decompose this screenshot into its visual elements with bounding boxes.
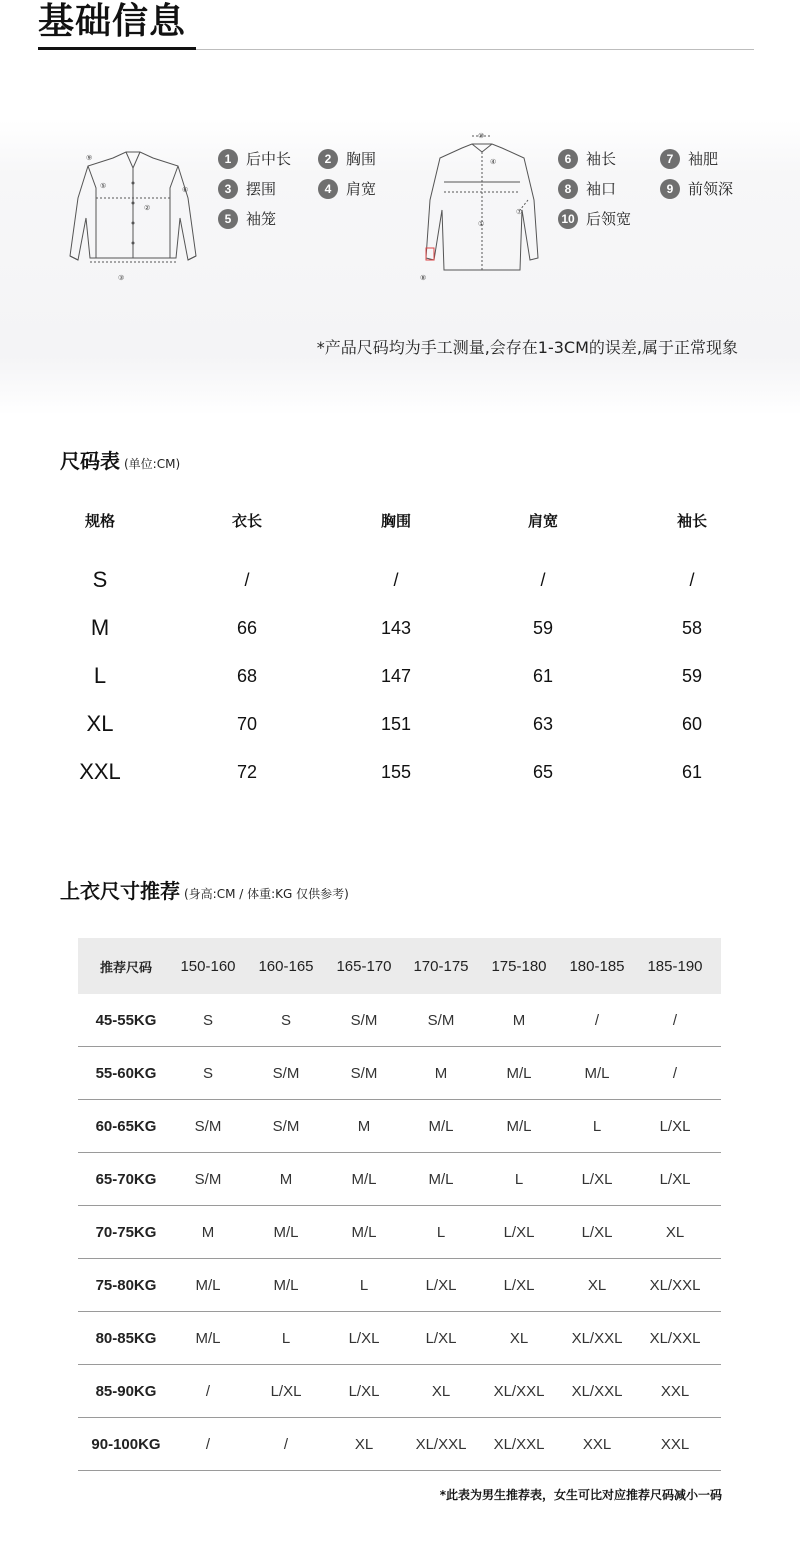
page-title: 基础信息	[38, 1, 187, 42]
header-cell: 150-160	[180, 957, 236, 975]
table-cell: M/L	[506, 1117, 532, 1135]
table-cell: L/XL	[581, 1223, 613, 1241]
table-cell: 61	[681, 761, 703, 782]
recommendation-title	[60, 875, 349, 904]
header-cell: 165-170	[336, 957, 392, 975]
table-cell: M	[357, 1117, 371, 1135]
legend-label: 胸围	[346, 150, 377, 168]
legend-label: 袖笼	[246, 210, 277, 228]
table-cell: XL/XXL	[571, 1382, 623, 1400]
table-cell: 60-65KG	[95, 1117, 157, 1135]
table-cell: L	[592, 1117, 602, 1135]
table-cell: M/L	[273, 1223, 299, 1241]
table-cell: XL/XXL	[493, 1435, 545, 1453]
header-cell: 规格	[84, 511, 115, 530]
table-cell: L/XL	[659, 1170, 691, 1188]
table-cell: XL	[354, 1435, 374, 1453]
table-row	[78, 1418, 721, 1471]
svg-text:⑤: ⑤	[100, 183, 107, 190]
legend-item	[660, 148, 718, 169]
header-cell: 肩宽	[527, 511, 558, 530]
table-cell: M/L	[195, 1329, 221, 1347]
table-cell: 59	[532, 617, 554, 638]
table-cell: 59	[681, 665, 703, 686]
measurement-note: *产品尺码均为手工测量,会存在1-3CM的误差,属于正常现象	[316, 338, 738, 357]
table-cell: L/XL	[425, 1329, 457, 1347]
header-underline	[38, 47, 196, 50]
table-cell: L	[281, 1329, 291, 1347]
table-cell: 72	[236, 761, 258, 782]
table-cell: S/M	[194, 1170, 222, 1188]
table-cell: 68	[236, 665, 258, 686]
table-cell: M	[434, 1064, 448, 1082]
table-cell: S/M	[427, 1011, 455, 1029]
size-chart-row	[60, 748, 760, 796]
table-cell: M/L	[195, 1276, 221, 1294]
legend-label: 袖肥	[688, 150, 719, 168]
table-cell: 147	[380, 665, 412, 686]
legend-item	[558, 208, 631, 229]
legend-badge: 6	[558, 149, 578, 169]
table-row	[78, 1047, 721, 1100]
table-cell: 45-55KG	[95, 1011, 157, 1029]
table-cell: /	[393, 569, 399, 590]
table-cell: L	[93, 663, 107, 688]
table-cell: 143	[380, 617, 412, 638]
table-cell: /	[205, 1382, 211, 1400]
shirt-front-illustration	[58, 148, 208, 288]
legend-badge: 2	[318, 149, 338, 169]
table-cell: XXL	[582, 1435, 612, 1453]
size-chart-row	[60, 556, 760, 604]
legend-item	[218, 178, 276, 199]
header-cell: 袖长	[676, 511, 707, 530]
legend-label: 袖口	[586, 180, 617, 198]
header-cell: 胸围	[380, 511, 411, 530]
table-cell: 90-100KG	[91, 1435, 161, 1453]
svg-text:③: ③	[118, 275, 125, 282]
legend-label: 后中长	[246, 150, 292, 168]
svg-text:⑨: ⑨	[86, 155, 93, 162]
table-cell: S/M	[272, 1117, 300, 1135]
header-cell: 175-180	[491, 957, 547, 975]
table-cell: 58	[681, 617, 703, 638]
table-cell: L/XL	[348, 1329, 380, 1347]
table-cell: XL/XXL	[415, 1435, 467, 1453]
table-cell: 61	[532, 665, 554, 686]
legend-item	[218, 148, 291, 169]
table-cell: L	[436, 1223, 446, 1241]
table-cell: 80-85KG	[95, 1329, 157, 1347]
table-cell: L/XL	[270, 1382, 302, 1400]
size-chart-header-row	[60, 496, 760, 544]
recommendation-header-row	[78, 938, 721, 994]
table-cell: XL	[431, 1382, 451, 1400]
table-cell: M/L	[506, 1064, 532, 1082]
table-cell: S/M	[194, 1117, 222, 1135]
table-cell: L	[359, 1276, 369, 1294]
table-cell: S/M	[350, 1064, 378, 1082]
table-cell: XL/XXL	[493, 1382, 545, 1400]
table-cell: XL	[86, 711, 114, 736]
legend-badge: 9	[660, 179, 680, 199]
table-cell: S	[202, 1011, 213, 1029]
legend-label: 摆围	[246, 180, 277, 198]
table-cell: M/L	[273, 1276, 299, 1294]
table-cell: S/M	[272, 1064, 300, 1082]
svg-text:⑧: ⑧	[420, 275, 427, 282]
legend-badge: 10	[558, 209, 578, 229]
table-cell: 65-70KG	[95, 1170, 157, 1188]
header-cell: 180-185	[569, 957, 625, 975]
table-cell: M/L	[584, 1064, 610, 1082]
table-cell: XL/XXL	[649, 1329, 701, 1347]
recommendation-title-text: 上衣尺寸推荐	[60, 879, 180, 903]
size-chart-title	[60, 445, 180, 474]
svg-text:⑦: ⑦	[516, 209, 523, 216]
svg-text:④: ④	[490, 159, 497, 166]
table-row	[78, 994, 721, 1047]
table-cell: M	[201, 1223, 215, 1241]
svg-text:①: ①	[478, 221, 485, 228]
table-cell: M	[90, 615, 110, 640]
header-cell: 185-190	[647, 957, 703, 975]
table-cell: S	[280, 1011, 291, 1029]
size-chart-row	[60, 652, 760, 700]
table-cell: 85-90KG	[95, 1382, 157, 1400]
recommendation-unit: (身高:CM / 体重:KG 仅供参考)	[184, 887, 349, 901]
table-cell: /	[205, 1435, 211, 1453]
table-cell: S	[202, 1064, 213, 1082]
table-cell: 70	[236, 713, 258, 734]
table-cell: XL	[587, 1276, 607, 1294]
table-cell: S/M	[350, 1011, 378, 1029]
table-cell: L/XL	[659, 1117, 691, 1135]
table-cell: /	[594, 1011, 600, 1029]
header-cell: 衣长	[231, 511, 262, 530]
table-cell: L/XL	[503, 1276, 535, 1294]
header-cell: 160-165	[258, 957, 314, 975]
table-cell: XL	[509, 1329, 529, 1347]
table-cell: XL/XXL	[649, 1276, 701, 1294]
table-cell: M	[512, 1011, 526, 1029]
legend-item	[558, 178, 616, 199]
table-cell: 55-60KG	[95, 1064, 157, 1082]
size-chart-unit: (单位:CM)	[124, 457, 181, 471]
table-cell: 70-75KG	[95, 1223, 157, 1241]
table-cell: 60	[681, 713, 703, 734]
legend-badge: 4	[318, 179, 338, 199]
table-cell: XXL	[660, 1435, 690, 1453]
table-cell: /	[540, 569, 546, 590]
table-cell: XXL	[660, 1382, 690, 1400]
size-chart-row	[60, 700, 760, 748]
legend-label: 袖长	[586, 150, 617, 168]
table-cell: S	[92, 567, 108, 592]
table-cell: 75-80KG	[95, 1276, 157, 1294]
table-cell: L/XL	[581, 1170, 613, 1188]
table-row	[78, 1153, 721, 1206]
legend-badge: 5	[218, 209, 238, 229]
table-cell: /	[283, 1435, 289, 1453]
header-cell: 推荐尺码	[99, 960, 152, 976]
table-cell: 151	[380, 713, 412, 734]
table-cell: 65	[532, 761, 554, 782]
table-cell: M	[279, 1170, 293, 1188]
legend-label: 肩宽	[346, 180, 377, 198]
legend-item	[558, 148, 616, 169]
legend-item	[318, 178, 376, 199]
table-cell: /	[672, 1011, 678, 1029]
size-chart-row	[60, 604, 760, 652]
table-cell: XL	[665, 1223, 685, 1241]
shirt-back-illustration	[412, 130, 552, 290]
legend-label: 前领深	[688, 180, 734, 198]
table-cell: M/L	[428, 1117, 454, 1135]
table-row	[78, 1259, 721, 1312]
size-chart-title-text: 尺码表	[60, 449, 120, 473]
table-cell: /	[689, 569, 695, 590]
table-cell: L/XL	[425, 1276, 457, 1294]
legend-badge: 7	[660, 149, 680, 169]
header-cell: 170-175	[413, 957, 469, 975]
legend-item	[318, 148, 376, 169]
legend-item	[660, 178, 733, 199]
table-cell: M/L	[351, 1170, 377, 1188]
table-cell: L/XL	[503, 1223, 535, 1241]
recommendation-footnote: *此表为男生推荐表，女生可比对应推荐尺码减小一码	[439, 1488, 722, 1502]
svg-text:②: ②	[144, 205, 151, 212]
table-cell: L	[514, 1170, 524, 1188]
table-cell: 155	[380, 761, 412, 782]
table-cell: M/L	[428, 1170, 454, 1188]
svg-text:⑩: ⑩	[478, 133, 485, 140]
table-cell: XL/XXL	[571, 1329, 623, 1347]
table-row	[78, 1365, 721, 1418]
legend-badge: 1	[218, 149, 238, 169]
table-cell: 66	[236, 617, 258, 638]
table-row	[78, 1206, 721, 1259]
legend-badge: 3	[218, 179, 238, 199]
table-row	[78, 1312, 721, 1365]
table-cell: L/XL	[348, 1382, 380, 1400]
measurement-section	[0, 120, 800, 415]
table-cell: /	[672, 1064, 678, 1082]
table-cell: 63	[532, 713, 554, 734]
table-cell: XXL	[79, 759, 121, 784]
legend-item	[218, 208, 276, 229]
legend-label: 后领宽	[586, 210, 632, 228]
svg-text:⑥: ⑥	[182, 187, 189, 194]
table-row	[78, 1100, 721, 1153]
table-cell: M/L	[351, 1223, 377, 1241]
table-cell: /	[244, 569, 250, 590]
legend-badge: 8	[558, 179, 578, 199]
